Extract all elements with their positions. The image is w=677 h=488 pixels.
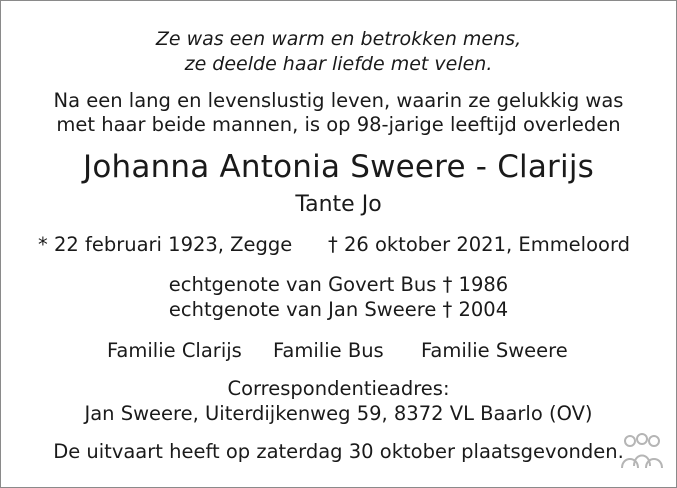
- closing-line: De uitvaart heeft op zaterdag 30 oktober plaatsgevonden.: [53, 440, 624, 463]
- quote-line-2: ze deelde haar liefde met velen.: [184, 53, 493, 75]
- deceased-name: Johanna Antonia Sweere - Clarijs: [83, 149, 594, 185]
- quote-line-1: Ze was een warm en betrokken mens,: [155, 28, 522, 50]
- deceased-nickname: Tante Jo: [295, 192, 382, 217]
- family-clarijs: Familie Clarijs: [107, 339, 242, 362]
- family-bus: Familie Bus: [273, 339, 384, 362]
- intro-line-1: Na een lang en levenslustig leven, waarin ze gelukkig was: [53, 89, 624, 112]
- spouse-line-1: echtgenote van Govert Bus † 1986: [168, 273, 509, 296]
- people-group-icon: [619, 432, 665, 472]
- death-date: † 26 oktober 2021, Emmeloord: [328, 233, 631, 256]
- birth-date: * 22 februari 1923, Zegge: [38, 233, 293, 256]
- correspondence-label: Correspondentieadres:: [227, 377, 450, 400]
- correspondence-address: Jan Sweere, Uiterdijkenweg 59, 8372 VL Baarlo (OV): [84, 402, 593, 425]
- spouse-line-2: echtgenote van Jan Sweere † 2004: [168, 298, 509, 321]
- intro-line-2: met haar beide mannen, is op 98-jarige leeftijd overleden: [56, 113, 621, 136]
- family-sweere: Familie Sweere: [421, 339, 568, 362]
